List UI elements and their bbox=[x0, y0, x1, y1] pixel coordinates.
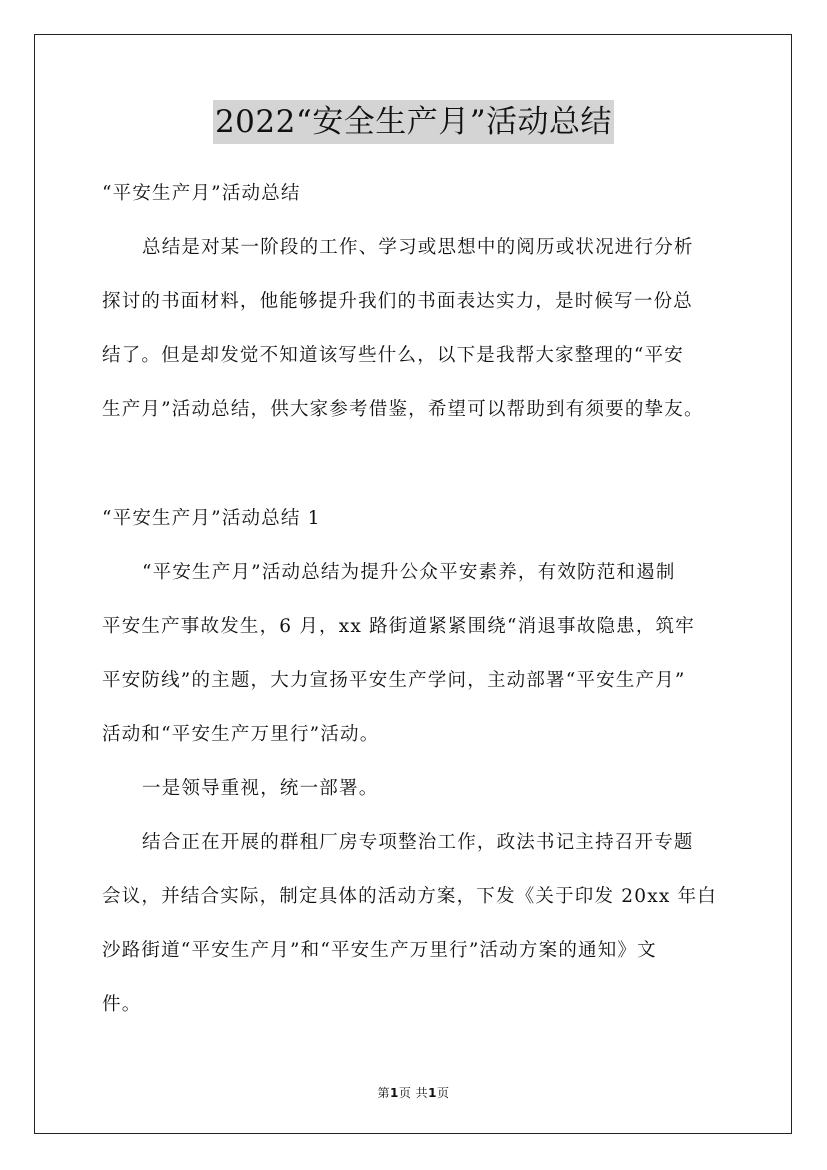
text-line: 生产月”活动总结，供大家参考借鉴，希望可以帮助到有须要的挚友。 bbox=[102, 399, 704, 420]
footer-page-number: 1 bbox=[389, 1086, 399, 1100]
text-line: 沙路街道“平安生产月”和“平安生产万里行”活动方案的通知》文 bbox=[102, 940, 657, 961]
paragraph-gap bbox=[102, 444, 728, 499]
text-line: 平安生产事故发生，6 月，xx 路街道紧紧围绕“消退事故隐患，筑牢 bbox=[102, 616, 695, 637]
text-line: “平安生产月”活动总结 bbox=[102, 183, 301, 204]
page-footer bbox=[0, 1084, 827, 1101]
footer-prefix: 第 bbox=[377, 1086, 390, 1100]
text-line: 探讨的书面材料，他能够提升我们的书面表达实力，是时候写一份总 bbox=[102, 291, 694, 312]
text-line: 平安防线”的主题，大力宣扬平安生产学问，主动部署“平安生产月” bbox=[102, 670, 686, 691]
text-line: 件。 bbox=[102, 994, 142, 1015]
document-title: 2022“安全生产月”活动总结 bbox=[213, 100, 614, 144]
text-line: 一是领导重视，统一部署。 bbox=[142, 778, 379, 799]
footer-middle: 页 共 bbox=[398, 1086, 429, 1100]
footer-suffix: 页 bbox=[437, 1086, 450, 1100]
text-line: “平安生产月”活动总结 1 bbox=[102, 508, 321, 529]
text-line: 会议，并结合实际，制定具体的活动方案，下发《关于印发 20xx 年白 bbox=[102, 886, 717, 907]
text-line: 活动和“平安生产万里行”活动。 bbox=[102, 724, 380, 745]
text-line: 总结是对某一阶段的工作、学习或思想中的阅历或状况进行分析 bbox=[142, 237, 694, 258]
footer-total-pages: 1 bbox=[428, 1086, 438, 1100]
title-container bbox=[0, 100, 827, 144]
document-body bbox=[102, 174, 728, 1039]
text-line: 结了。但是却发觉不知道该写些什么，以下是我帮大家整理的“平安 bbox=[102, 345, 684, 366]
text-line: “平安生产月”活动总结为提升公众平安素养，有效防范和遏制 bbox=[142, 562, 676, 583]
text-line: 结合正在开展的群租厂房专项整治工作，政法书记主持召开专题 bbox=[142, 832, 694, 853]
